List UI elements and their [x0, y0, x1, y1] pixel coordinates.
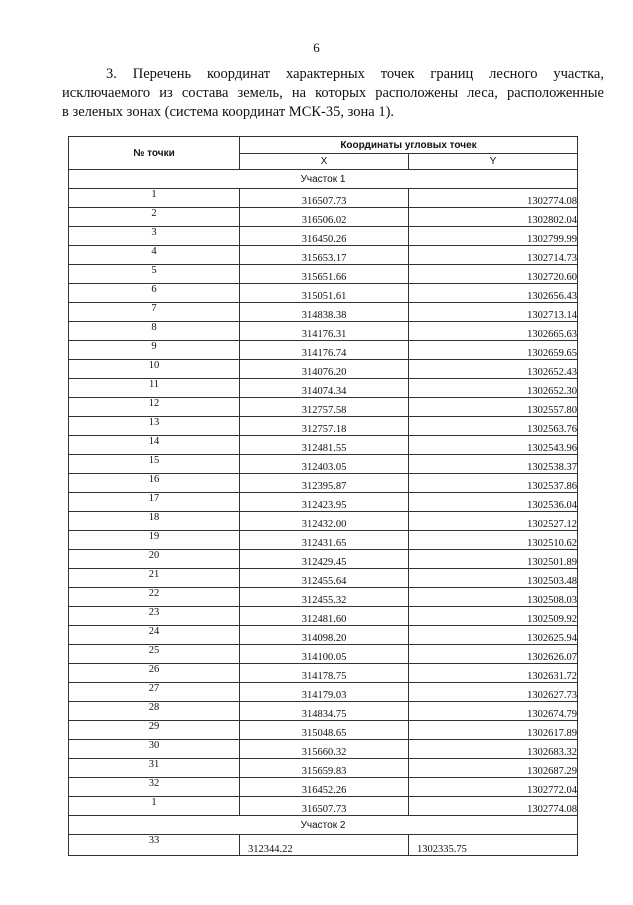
x-coordinate-cell: 314076.20: [240, 360, 409, 379]
table-row: [69, 455, 578, 474]
y-coordinate-cell: 1302652.43: [409, 360, 578, 379]
point-number-cell: 19: [69, 531, 240, 550]
page-number: 6: [313, 40, 320, 55]
point-number-cell: 5: [69, 265, 240, 284]
table-row: [69, 702, 578, 721]
x-coordinate-cell: 314098.20: [240, 626, 409, 645]
y-coordinate-cell: 1302774.08: [409, 189, 578, 208]
table-row: [69, 227, 578, 246]
point-number-cell: 25: [69, 645, 240, 664]
x-coordinate-cell: 316506.02: [240, 208, 409, 227]
y-coordinate-cell: 1302503.48: [409, 569, 578, 588]
x-coordinate-cell: 312395.87: [240, 474, 409, 493]
column-header-point-number: № точки: [69, 137, 240, 170]
x-coordinate-cell: 312432.00: [240, 512, 409, 531]
x-coordinate-cell: 314178.75: [240, 664, 409, 683]
point-number-cell: 15: [69, 455, 240, 474]
table-row: [69, 626, 578, 645]
y-coordinate-cell: 1302508.03: [409, 588, 578, 607]
y-coordinate-cell: 1302335.75: [409, 835, 578, 856]
y-coordinate-cell: 1302631.72: [409, 664, 578, 683]
x-coordinate-cell: 314100.05: [240, 645, 409, 664]
table-row: [69, 550, 578, 569]
table-row: [69, 360, 578, 379]
point-number-cell: 33: [69, 835, 240, 856]
point-number-cell: 11: [69, 379, 240, 398]
y-coordinate-cell: 1302627.73: [409, 683, 578, 702]
x-coordinate-cell: 315651.66: [240, 265, 409, 284]
point-number-cell: 30: [69, 740, 240, 759]
y-coordinate-cell: 1302720.60: [409, 265, 578, 284]
heading-line-2: исключаемого из состава земель, на которых расположены леса, расположенные: [62, 85, 604, 101]
table-row: [69, 246, 578, 265]
x-coordinate-cell: 315660.32: [240, 740, 409, 759]
point-number-cell: 20: [69, 550, 240, 569]
y-coordinate-cell: 1302683.32: [409, 740, 578, 759]
y-coordinate-cell: 1302557.80: [409, 398, 578, 417]
table-row: [69, 835, 578, 856]
column-header-y: Y: [409, 154, 578, 170]
y-coordinate-cell: 1302617.89: [409, 721, 578, 740]
table-row: [69, 607, 578, 626]
table-row: [69, 569, 578, 588]
x-coordinate-cell: 312757.58: [240, 398, 409, 417]
x-coordinate-cell: 312455.64: [240, 569, 409, 588]
table-row: [69, 189, 578, 208]
y-coordinate-cell: 1302527.12: [409, 512, 578, 531]
x-coordinate-cell: 316450.26: [240, 227, 409, 246]
table-row: [69, 683, 578, 702]
table-row: [69, 474, 578, 493]
x-coordinate-cell: 316507.73: [240, 189, 409, 208]
heading-line-3: в зеленых зонах (система координат МСК-35, зона 1).: [62, 104, 395, 120]
point-number-cell: 1: [69, 797, 240, 816]
x-coordinate-cell: 312403.05: [240, 455, 409, 474]
x-coordinate-cell: 315048.65: [240, 721, 409, 740]
point-number-cell: 28: [69, 702, 240, 721]
x-coordinate-cell: 314176.31: [240, 322, 409, 341]
y-coordinate-cell: 1302799.99: [409, 227, 578, 246]
y-coordinate-cell: 1302656.43: [409, 284, 578, 303]
table-row: [69, 740, 578, 759]
point-number-cell: 27: [69, 683, 240, 702]
point-number-cell: 13: [69, 417, 240, 436]
point-number-cell: 2: [69, 208, 240, 227]
x-coordinate-cell: 315659.83: [240, 759, 409, 778]
point-number-cell: 32: [69, 778, 240, 797]
table-row: [69, 588, 578, 607]
point-number-cell: 4: [69, 246, 240, 265]
x-coordinate-cell: 314176.74: [240, 341, 409, 360]
point-number-cell: 7: [69, 303, 240, 322]
point-number-cell: 6: [69, 284, 240, 303]
y-coordinate-cell: 1302509.92: [409, 607, 578, 626]
x-coordinate-cell: 315653.17: [240, 246, 409, 265]
table-row: [69, 531, 578, 550]
y-coordinate-cell: 1302802.04: [409, 208, 578, 227]
table-row: [69, 721, 578, 740]
point-number-cell: 9: [69, 341, 240, 360]
y-coordinate-cell: 1302713.14: [409, 303, 578, 322]
column-header-x: X: [240, 154, 409, 170]
x-coordinate-cell: 312757.18: [240, 417, 409, 436]
heading-line-1: 3. Перечень координат характерных точек границ лесного участка,: [106, 66, 604, 82]
x-coordinate-cell: 312423.95: [240, 493, 409, 512]
y-coordinate-cell: 1302659.65: [409, 341, 578, 360]
x-coordinate-cell: 312431.65: [240, 531, 409, 550]
y-coordinate-cell: 1302714.73: [409, 246, 578, 265]
table-row: [69, 379, 578, 398]
point-number-cell: 16: [69, 474, 240, 493]
section-row-plot-2: [69, 816, 578, 835]
y-coordinate-cell: 1302665.63: [409, 322, 578, 341]
point-number-cell: 22: [69, 588, 240, 607]
point-number-cell: 12: [69, 398, 240, 417]
section-row-plot-1: [69, 170, 578, 189]
y-coordinate-cell: 1302625.94: [409, 626, 578, 645]
point-number-cell: 26: [69, 664, 240, 683]
y-coordinate-cell: 1302626.07: [409, 645, 578, 664]
coordinates-table: [68, 136, 578, 856]
table-row: [69, 303, 578, 322]
point-number-cell: 14: [69, 436, 240, 455]
x-coordinate-cell: 314179.03: [240, 683, 409, 702]
point-number-cell: 8: [69, 322, 240, 341]
table-row: [69, 322, 578, 341]
y-coordinate-cell: 1302772.04: [409, 778, 578, 797]
x-coordinate-cell: 312455.32: [240, 588, 409, 607]
document-heading: [62, 65, 604, 122]
point-number-cell: 23: [69, 607, 240, 626]
point-number-cell: 29: [69, 721, 240, 740]
y-coordinate-cell: 1302536.04: [409, 493, 578, 512]
table-row: [69, 436, 578, 455]
y-coordinate-cell: 1302774.08: [409, 797, 578, 816]
point-number-cell: 17: [69, 493, 240, 512]
x-coordinate-cell: 312429.45: [240, 550, 409, 569]
point-number-cell: 18: [69, 512, 240, 531]
x-coordinate-cell: 312344.22: [240, 835, 409, 856]
column-header-coordinates: Координаты угловых точек: [240, 137, 578, 154]
point-number-cell: 31: [69, 759, 240, 778]
y-coordinate-cell: 1302538.37: [409, 455, 578, 474]
y-coordinate-cell: 1302510.62: [409, 531, 578, 550]
point-number-cell: 24: [69, 626, 240, 645]
x-coordinate-cell: 314834.75: [240, 702, 409, 721]
table-row: [69, 265, 578, 284]
table-row: [69, 341, 578, 360]
table-row: [69, 759, 578, 778]
point-number-cell: 3: [69, 227, 240, 246]
table-row: [69, 512, 578, 531]
table-row: [69, 778, 578, 797]
section-label: Участок 2: [69, 816, 578, 835]
table-row: [69, 398, 578, 417]
y-coordinate-cell: 1302674.79: [409, 702, 578, 721]
y-coordinate-cell: 1302563.76: [409, 417, 578, 436]
x-coordinate-cell: 316452.26: [240, 778, 409, 797]
table-row: [69, 493, 578, 512]
x-coordinate-cell: 312481.55: [240, 436, 409, 455]
table-row: [69, 208, 578, 227]
y-coordinate-cell: 1302501.89: [409, 550, 578, 569]
x-coordinate-cell: 316507.73: [240, 797, 409, 816]
x-coordinate-cell: 314838.38: [240, 303, 409, 322]
x-coordinate-cell: 315051.61: [240, 284, 409, 303]
point-number-cell: 10: [69, 360, 240, 379]
table-row: [69, 664, 578, 683]
y-coordinate-cell: 1302537.86: [409, 474, 578, 493]
x-coordinate-cell: 314074.34: [240, 379, 409, 398]
y-coordinate-cell: 1302543.96: [409, 436, 578, 455]
section-label: Участок 1: [69, 170, 578, 189]
table-row: [69, 645, 578, 664]
point-number-cell: 1: [69, 189, 240, 208]
table-row: [69, 797, 578, 816]
table-row: [69, 284, 578, 303]
y-coordinate-cell: 1302687.29: [409, 759, 578, 778]
table-row: [69, 417, 578, 436]
y-coordinate-cell: 1302652.30: [409, 379, 578, 398]
point-number-cell: 21: [69, 569, 240, 588]
x-coordinate-cell: 312481.60: [240, 607, 409, 626]
